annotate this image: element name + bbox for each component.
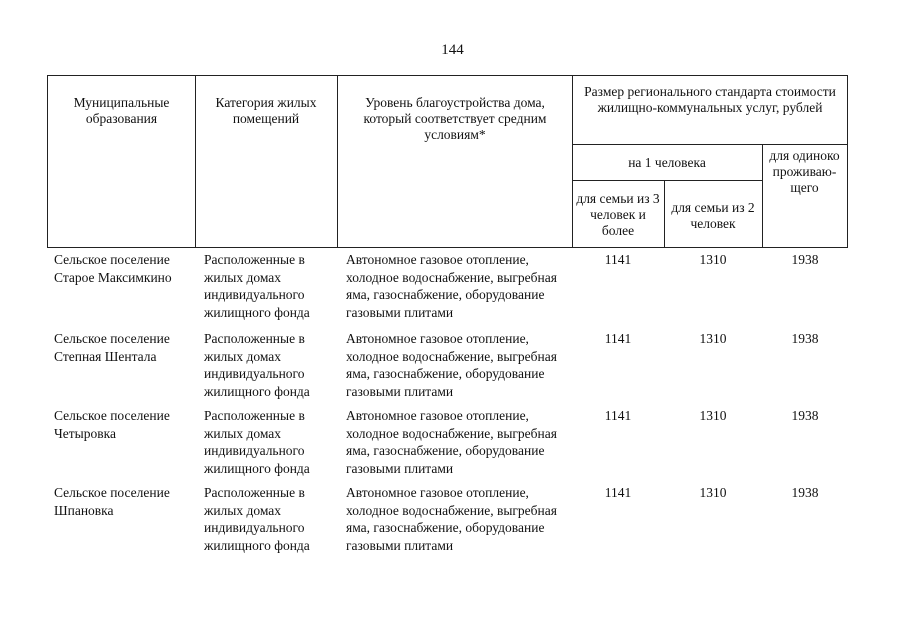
table-col-divider-1 — [195, 75, 196, 248]
row-4-single: 1938 — [791, 485, 819, 500]
row-3-single: 1938 — [791, 408, 819, 423]
header-single: для одиноко проживаю-щего — [769, 148, 840, 195]
table-border-top — [47, 75, 848, 76]
table-border-header-sub — [572, 144, 848, 145]
table-col-divider-5 — [762, 144, 763, 248]
row-2-category: Расположенные в жилых домах индивидуального жилищного фонда — [204, 331, 310, 399]
header-per-person: на 1 человека — [628, 155, 706, 170]
row-4-level: Автономное газовое отопление, холодное водоснабжение, выгребная яма, газоснабжение, оборудование газовыми плитами — [346, 485, 557, 553]
header-family-2: для семьи из 2 человек — [671, 200, 755, 231]
table-col-divider-4 — [664, 180, 665, 248]
row-2-single: 1938 — [791, 331, 819, 346]
header-family-3: для семьи из 3 человек и более — [576, 191, 660, 238]
row-1-family-3: 1141 — [604, 252, 632, 267]
row-4-family-2: 1310 — [699, 485, 727, 500]
row-3-municipality: Сельское поселение Четыровка — [54, 408, 170, 441]
row-1-category: Расположенные в жилых домах индивидуального жилищного фонда — [204, 252, 310, 320]
table-border-left — [47, 75, 48, 248]
row-4-category: Расположенные в жилых домах индивидуального жилищного фонда — [204, 485, 310, 553]
header-level: Уровень благоустройства дома, который соответствует средним условиям* — [363, 95, 547, 142]
row-4-family-3: 1141 — [604, 485, 632, 500]
row-2-family-3: 1141 — [604, 331, 632, 346]
header-municipality: Муниципальные образования — [73, 95, 170, 126]
row-1-municipality: Сельское поселение Старое Максимкино — [54, 252, 172, 285]
page-number: 144 — [441, 42, 464, 58]
header-standard-size: Размер регионального стандарта стоимости жилищно-коммунальных услуг, рублей — [584, 84, 836, 115]
table-col-divider-3 — [572, 75, 573, 248]
row-1-single: 1938 — [791, 252, 819, 267]
table-border-header-bottom — [47, 247, 848, 248]
row-2-level: Автономное газовое отопление, холодное водоснабжение, выгребная яма, газоснабжение, оборудование газовыми плитами — [346, 331, 557, 399]
row-3-family-2: 1310 — [699, 408, 727, 423]
table-col-divider-2 — [337, 75, 338, 248]
row-2-family-2: 1310 — [699, 331, 727, 346]
row-3-level: Автономное газовое отопление, холодное водоснабжение, выгребная яма, газоснабжение, оборудование газовыми плитами — [346, 408, 557, 476]
row-3-category: Расположенные в жилых домах индивидуального жилищного фонда — [204, 408, 310, 476]
table-border-right — [847, 75, 848, 248]
row-3-family-3: 1141 — [604, 408, 632, 423]
table-border-header-sub2 — [572, 180, 762, 181]
row-1-level: Автономное газовое отопление, холодное водоснабжение, выгребная яма, газоснабжение, оборудование газовыми плитами — [346, 252, 557, 320]
row-4-municipality: Сельское поселение Шпановка — [54, 485, 170, 518]
header-category: Категория жилых помещений — [215, 95, 317, 126]
row-1-family-2: 1310 — [699, 252, 727, 267]
row-2-municipality: Сельское поселение Степная Шентала — [54, 331, 170, 364]
